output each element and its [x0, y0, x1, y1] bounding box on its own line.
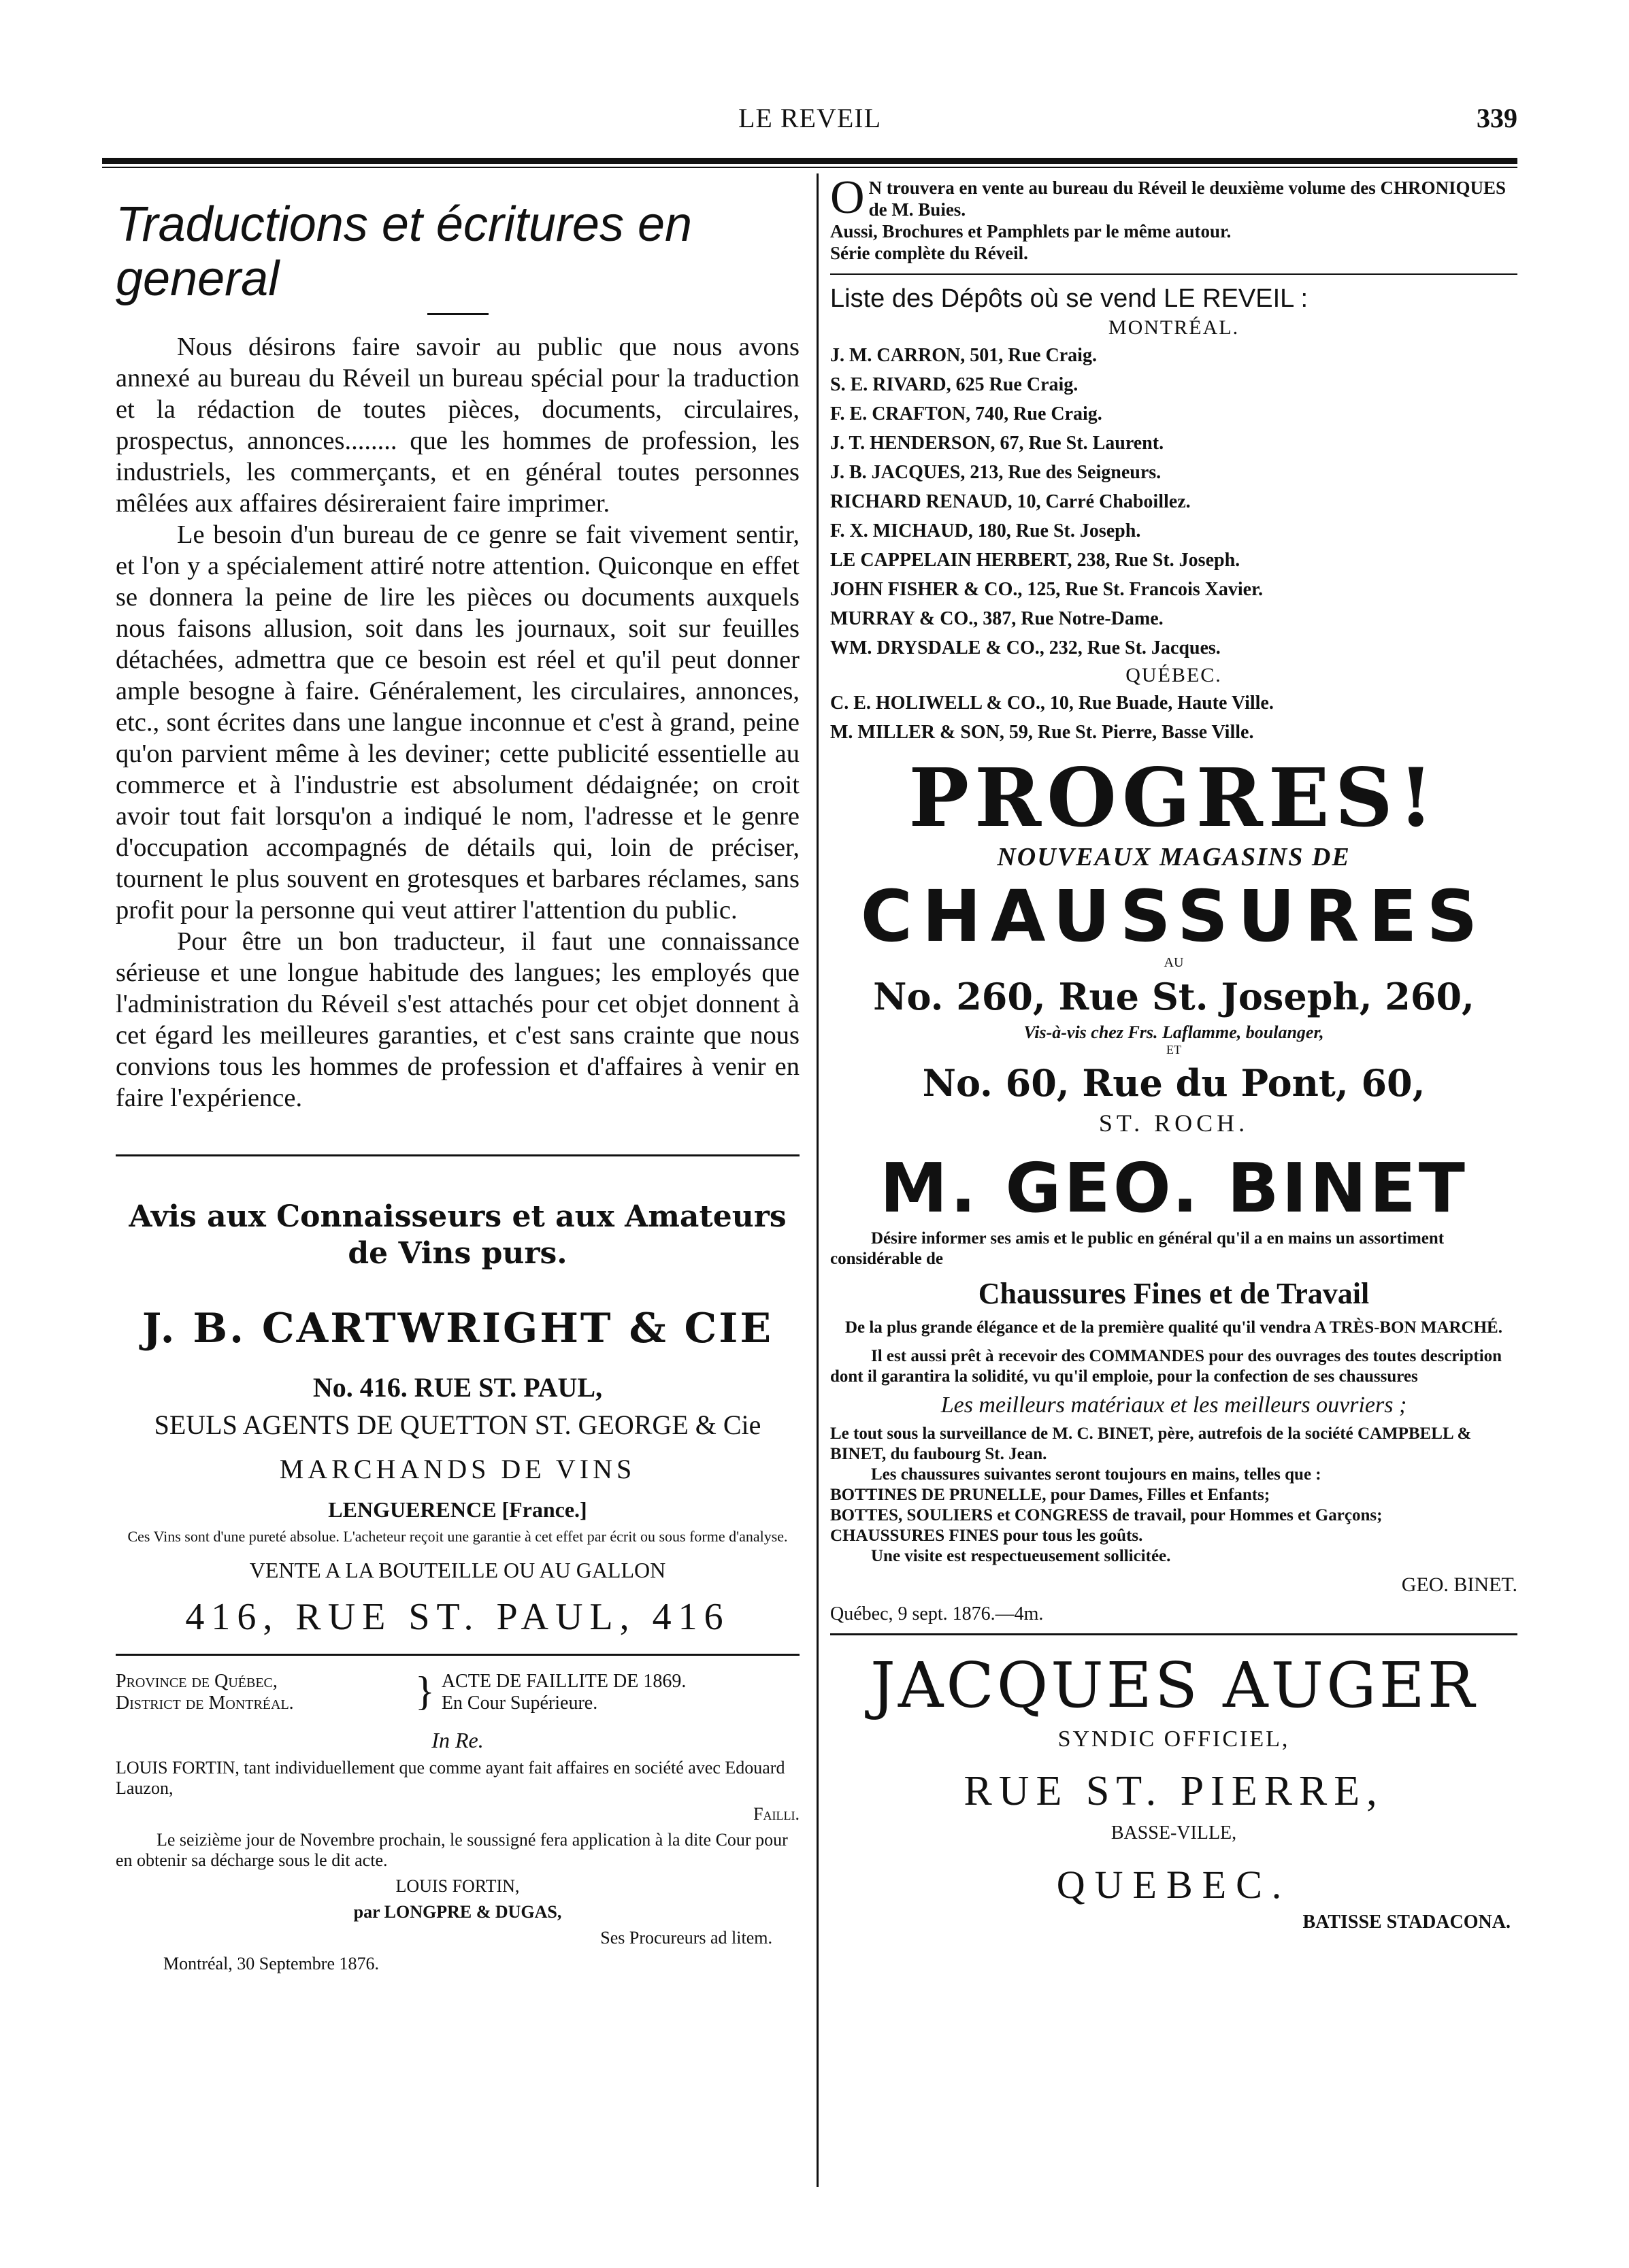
- depot-item: LE CAPPELAIN HERBERT, 238, Rue St. Joseph.: [830, 550, 1240, 571]
- cartwright-lenguerence: LENGUERENCE [France.]: [328, 1497, 587, 1522]
- faillite-sig1: LOUIS FORTIN,: [395, 1876, 520, 1896]
- binet-intro: Désire informer ses amis et le public en général qu'il a en mains un assortiment considérable de: [830, 1229, 1445, 1268]
- header-rule: [102, 158, 1517, 164]
- binet-list-item: CHAUSSURES FINES pour tous les goûts.: [830, 1527, 1143, 1545]
- cartwright-name: J. B. CARTWRIGHT & CIE: [142, 1305, 774, 1352]
- chaussures-banner: CHAUSSURES: [860, 875, 1487, 958]
- dropcap: O: [830, 171, 865, 224]
- montreal-label: MONTRÉAL.: [1108, 316, 1240, 339]
- section-rule: [116, 1154, 800, 1156]
- faillite-province: Province de Québec,: [116, 1671, 278, 1692]
- au-label: AU: [1164, 955, 1184, 970]
- faillite-sig2: par LONGPRE & DUGAS,: [353, 1902, 562, 1922]
- depot-item: J. M. CARRON, 501, Rue Craig.: [830, 345, 1097, 366]
- faillite-failli: Failli.: [753, 1804, 800, 1824]
- cartwright-street: 416, RUE ST. PAUL, 416: [185, 1596, 730, 1638]
- cartwright-marchands: MARCHANDS DE VINS: [279, 1454, 636, 1484]
- depot-item: M. MILLER & SON, 59, Rue St. Pierre, Basse Ville.: [830, 722, 1254, 743]
- chaussures-fines: Chaussures Fines et de Travail: [978, 1277, 1370, 1310]
- depot-item: C. E. HOLIWELL & CO., 10, Rue Buade, Haute Ville.: [830, 693, 1274, 714]
- binet-date: Québec, 9 sept. 1876.—4m.: [830, 1603, 1044, 1624]
- depot-item: S. E. RIVARD, 625 Rue Craig.: [830, 374, 1079, 395]
- cartwright-note: Ces Vins sont d'une pureté absolue. L'acheteur reçoit une garantie à cet effet par écrit ou sous forme d'analyse.: [127, 1528, 788, 1545]
- auger-rule: [830, 1633, 1517, 1635]
- depot-item: RICHARD RENAUD, 10, Carré Chaboillez.: [830, 491, 1191, 512]
- depot-item: MURRAY & CO., 387, Rue Notre-Dame.: [830, 608, 1164, 629]
- depot-item: J. T. HENDERSON, 67, Rue St. Laurent.: [830, 433, 1164, 454]
- binet-list-item: BOTTINES DE PRUNELLE, pour Dames, Filles et Enfants;: [830, 1486, 1270, 1504]
- auger-name: JACQUES AUGER: [870, 1649, 1477, 1722]
- paragraph-2: Le besoin d'un bureau de ce genre se fait vivement sentir, et l'on y a spécialement attiré notre attention. Quiconque en effet se donnera la peine de lire les pièces ou documents auxquels nous faisons allusion, soit dans les journaux, soit sur feuilles détachées, admettra que ce besoin est réel et qu'il peut donner ample besogne à faire. Généralement, les circulaires, annonces, etc., sont écrites dans une langue inconnue et c'est à grand, peine qu'on parvient même à les deviner; cette publicité essentielle au commerce et à l'industrie est absolument dédaignée; on croit avoir tout fait lorsqu'on a indiqué le nom, l'adresse et le genre d'occupation accompagnés de détails qui, loin de préciser, tournent le plus souvent en grotesques et barbares réclames, sans profit pour la personne qui veut attirer l'attention du public.: [116, 520, 800, 924]
- faillite-notice: Province de Québec, District de Montréal. } ACTE DE FAILLITE DE 1869. En Cour Supérieure. In Re. LOUIS FORTIN, tant individuellement que comme ayant fait affaires en société avec Edouard Lauzon, Failli. Le seizième jour de Novembre prochain, le soussigné fera application à la dite Cour pour en obtenir sa décharge sous le dit acte. LOUIS FORTIN, par LONGPRE & DUGAS, Ses Procureurs ad litem. Montréal, 30 Septembre 1876.: [116, 1669, 800, 1973]
- chroniques-notice: [830, 171, 1517, 264]
- chroniques-line-3: Série complète du Réveil.: [830, 243, 1028, 263]
- binet-suivantes: Les chaussures suivantes seront toujours en mains, telles que :: [871, 1465, 1321, 1484]
- meilleurs-materiaux: Les meilleurs matériaux et les meilleurs ouvriers ;: [940, 1393, 1407, 1418]
- cartwright-agents: SEULS AGENTS DE QUETTON ST. GEORGE & Cie: [154, 1410, 761, 1440]
- address-du-pont: No. 60, Rue du Pont, 60,: [922, 1061, 1426, 1105]
- faillite-acte: ACTE DE FAILLITE DE 1869.: [441, 1671, 687, 1692]
- section-rule-2: [116, 1654, 800, 1656]
- depots-heading: Liste des Dépôts où se vend LE REVEIL :: [830, 284, 1308, 313]
- cartwright-address: No. 416. RUE ST. PAUL,: [312, 1372, 603, 1403]
- depot-item: F. X. MICHAUD, 180, Rue St. Joseph.: [830, 520, 1141, 541]
- cartwright-vente: VENTE A LA BOUTEILLE OU AU GALLON: [249, 1558, 666, 1582]
- batisse-stadacona: BATISSE STADACONA.: [1302, 1912, 1511, 1933]
- faillite-district: District de Montréal.: [116, 1692, 294, 1714]
- rue-st-pierre: RUE ST. PIERRE,: [964, 1768, 1384, 1814]
- binet-signature: GEO. BINET.: [1401, 1573, 1517, 1596]
- binet-visite: Une visite est respectueusement sollicitée.: [871, 1547, 1171, 1565]
- depot-item: JOHN FISHER & CO., 125, Rue St. Francois Xavier.: [830, 579, 1263, 600]
- header-rule-thin: [102, 167, 1517, 168]
- binet-list-item: BOTTES, SOULIERS et CONGRESS de travail, pour Hommes et Garçons;: [830, 1506, 1383, 1524]
- binet-quality: De la plus grande élégance et de la première qualité qu'il vendra A TRÈS-BON MARCHÉ.: [845, 1318, 1502, 1337]
- avis-heading: Avis aux Connaisseurs et aux Amateurs de Vins purs.: [129, 1199, 787, 1271]
- column-divider: [817, 173, 819, 2187]
- basse-ville: BASSE-VILLE,: [1110, 1822, 1237, 1844]
- address-st-joseph: No. 260, Rue St. Joseph, 260,: [873, 975, 1475, 1018]
- vis-a-vis: Vis-à-vis chez Frs. Laflamme, boulanger,: [1023, 1022, 1324, 1042]
- quebec-city: QUEBEC.: [1056, 1863, 1291, 1907]
- page-number: 339: [1477, 103, 1517, 133]
- binet-name: M. GEO. BINET: [880, 1148, 1468, 1228]
- depot-item: J. B. JACQUES, 213, Rue des Seigneurs.: [830, 462, 1162, 483]
- faillite-text2: Le seizième jour de Novembre prochain, le soussigné fera application à la dite Cour pour en obtenir sa décharge sous le dit acte.: [116, 1830, 788, 1870]
- heading-rule: [427, 313, 489, 315]
- depot-item: F. E. CRAFTON, 740, Rue Craig.: [830, 403, 1102, 424]
- st-roch: ST. ROCH.: [1098, 1110, 1249, 1137]
- nouveaux-magasins: NOUVEAUX MAGASINS DE: [997, 843, 1351, 871]
- syndic-label: SYNDIC OFFICIEL,: [1057, 1727, 1290, 1752]
- right-column: [830, 171, 1517, 1933]
- traductions-heading: Traductions et écritures en general: [116, 197, 693, 306]
- faillite-text1: LOUIS FORTIN, tant individuellement que comme ayant fait affaires en société avec Edouard Lauzon,: [116, 1758, 785, 1798]
- chroniques-line-1: N trouvera en vente au bureau du Réveil le deuxième volume des CHRONIQUES de M. Buies.: [868, 178, 1507, 220]
- paragraph-1: Nous désirons faire savoir au public que nous avons annexé au bureau du Réveil un bureau spécial pour la traduction et la rédaction de toutes pièces, documents, circulaires, prospectus, annonces........ que les hommes de profession, les industriels, les commerçants, et en général toutes personnes mêlées aux affaires désireraient faire imprimer.: [116, 333, 800, 518]
- binet-commandes: Il est aussi prêt à recevoir des COMMANDES pour des ouvrages des toutes description dont il garantira la solidité, vu qu'il emploie, pour la confection de ses chaussures: [830, 1347, 1502, 1386]
- progres-banner: PROGRES!: [908, 750, 1439, 845]
- faillite-date: Montréal, 30 Septembre 1876.: [163, 1954, 379, 1973]
- et-label: ET: [1166, 1043, 1181, 1056]
- faillite-inre: In Re.: [431, 1728, 484, 1752]
- faillite-sig3: Ses Procureurs ad litem.: [600, 1928, 772, 1948]
- paragraph-3: Pour être un bon traducteur, il faut une connaissance sérieuse et une longue habitude des langues; les employés que l'administration du Réveil s'est attachés pour cet objet donnent à cet égard les meilleures garanties, et c'est sans crainte que nous convions tous les hommes de profession et d'affaires à venir en faire l'expérience.: [116, 927, 800, 1112]
- depots-rule: [830, 273, 1517, 275]
- newspaper-title: LE REVEIL: [738, 103, 882, 133]
- faillite-cour: En Cour Supérieure.: [441, 1692, 598, 1714]
- quebec-label: QUÉBEC.: [1125, 664, 1222, 686]
- page-header: [102, 102, 1517, 143]
- binet-surveillance: Le tout sous la surveillance de M. C. BINET, père, autrefois de la société CAMPBELL & BINET, du faubourg St. Jean.: [830, 1424, 1472, 1463]
- chroniques-line-2: Aussi, Brochures et Pamphlets par le même autour.: [830, 221, 1232, 241]
- left-column: [116, 177, 800, 1980]
- depot-item: WM. DRYSDALE & CO., 232, Rue St. Jacques.: [830, 637, 1221, 658]
